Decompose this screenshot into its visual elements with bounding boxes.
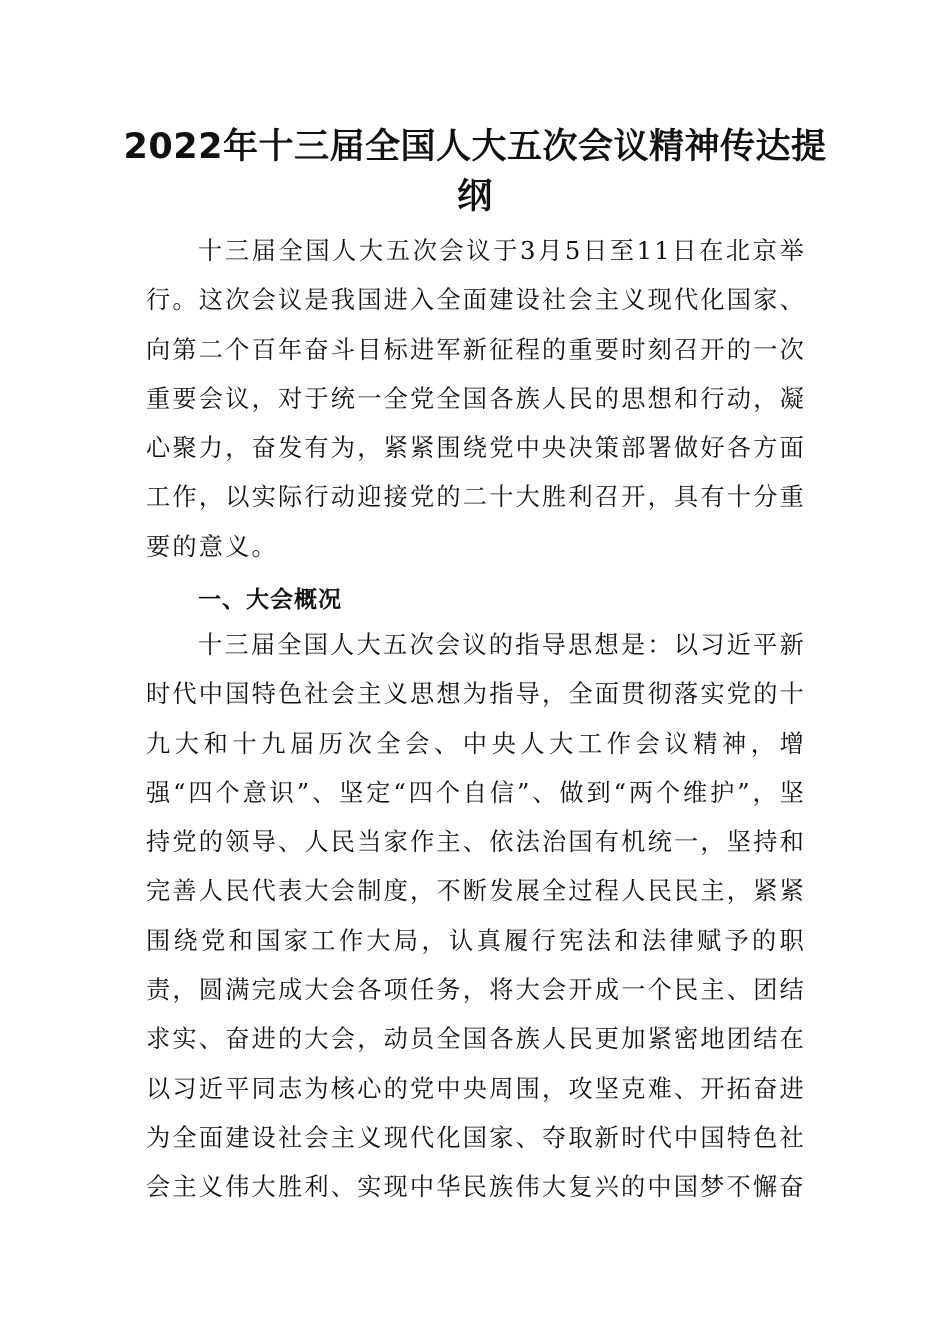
paragraph-guiding-thought: 十三届全国人大五次会议的指导思想是：以习近平新时代中国特色社会主义思想为指导，全面贯彻落实党的十九大和十九届历次全会、中央人大工作会议精神，增强“四个意识”、坚定“四个自信”、做到“两个维护”，坚持党的领导、人民当家作主、依法治国有机统一，坚持和完善人民代表大会制度，不断发展全过程人民民主，紧紧围绕党和国家工作大局，认真履行宪法和法律赋予的职责，圆满完成大会各项任务，将大会开成一个民主、团结求实、奋进的大会，动员全国各族人民更加紧密地团结在以习近平同志为核心的党中央周围，攻坚克难、开拓奋进为全面建设社会主义现代化国家、夺取新时代中国特色社会主义伟大胜利、实现中华民族伟大复兴的中国梦不懈奋 <box>146 631 806 1202</box>
document-title: 2022年十三届全国人大五次会议精神传达提纲 <box>123 127 827 217</box>
section-heading-overview: 一、大会概况 <box>198 587 342 613</box>
paragraph-intro: 十三届全国人大五次会议于3月5日至11日在北京举行。这次会议是我国进入全面建设社会主义现代化国家、向第二个百年奋斗目标进军新征程的重要时刻召开的一次重要会议，对于统一全党全国各族人民的思想和行动，凝心聚力，奋发有为，紧紧围绕党中央决策部署做好各方面工作，以实际行动迎接党的二十大胜利召开，具有十分重要的意义。 <box>146 237 806 561</box>
